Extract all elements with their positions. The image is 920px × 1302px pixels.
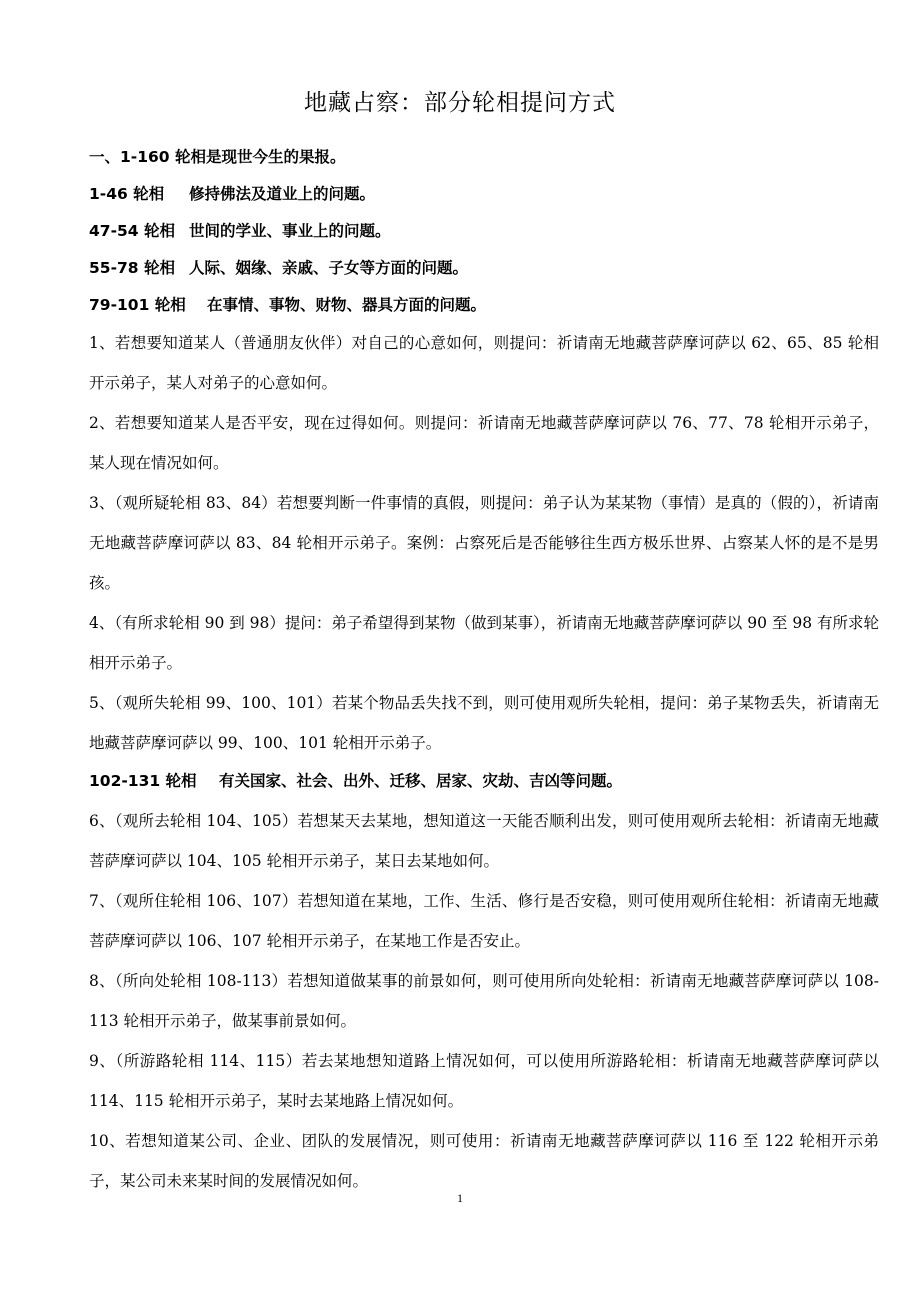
wheel-range-code: 79-101 轮相 <box>89 296 186 314</box>
paragraph-item: 5、（观所失轮相 99、100、101）若某个物品丢失找不到，则可使用观所失轮相，提问：弟子某物丢失，祈请南无地藏菩萨摩诃萨以 99、100、101 轮相开示弟子。 <box>89 694 879 752</box>
wheel-range-desc: 在事情、事物、财物、器具方面的问题。 <box>207 296 487 314</box>
paragraph-item: 8、（所向处轮相 108-113）若想知道做某事的前景如何，则可使用所向处轮相：祈请南无地藏菩萨摩诃萨以 108-113 轮相开示弟子，做某事前景如何。 <box>89 972 879 1030</box>
paragraph-item: 2、若想要知道某人是否平安，现在过得如何。则提问：祈请南无地藏菩萨摩诃萨以 76、77、78 轮相开示弟子，某人现在情况如何。 <box>89 414 879 472</box>
wheel-range-desc: 人际、姻缘、亲戚、子女等方面的问题。 <box>189 259 469 277</box>
page-number: 1 <box>457 1191 463 1205</box>
paragraph-item: 10、若想知道某公司、企业、团队的发展情况，则可使用：祈请南无地藏菩萨摩诃萨以 116 至 122 轮相开示弟子，某公司未来某时间的发展情况如何。 <box>89 1132 879 1190</box>
wheel-range-desc: 世间的学业、事业上的问题。 <box>189 222 391 240</box>
wheel-range-desc: 修持佛法及道业上的问题。 <box>189 185 376 203</box>
paragraph-item: 3、（观所疑轮相 83、84）若想要判断一件事情的真假，则提问：弟子认为某某物（事情）是真的（假的），祈请南无地藏菩萨摩诃萨以 83、84 轮相开示弟子。案例：占察死后是否能够往生西方极乐世界、占察某人怀的是不是男孩。 <box>89 494 879 592</box>
wheel-range-code: 55-78 轮相 <box>89 259 175 277</box>
heading-text: 一、1-160 轮相是现世今生的果报。 <box>89 148 346 166</box>
document-body <box>89 145 879 1201</box>
wheel-range-code: 102-131 轮相 <box>89 772 197 790</box>
wheel-range-heading <box>89 182 879 206</box>
wheel-range-code: 1-46 轮相 <box>89 185 165 203</box>
wheel-range-heading <box>89 219 879 243</box>
paragraph-item: 6、（观所去轮相 104、105）若想某天去某地，想知道这一天能否顺利出发，则可使用观所去轮相：祈请南无地藏菩萨摩诃萨以 104、105 轮相开示弟子，某日去某地如何。 <box>89 812 879 870</box>
wheel-range-heading <box>89 256 879 280</box>
paragraph-item: 7、（观所住轮相 106、107）若想知道在某地，工作、生活、修行是否安稳，则可使用观所住轮相：祈请南无地藏菩萨摩诃萨以 106、107 轮相开示弟子，在某地工作是否安止。 <box>89 892 879 950</box>
wheel-range-desc: 有关国家、社会、出外、迁移、居家、灾劫、吉凶等问题。 <box>219 772 623 790</box>
paragraph-item: 4、（有所求轮相 90 到 98）提问：弟子希望得到某物（做到某事），祈请南无地藏菩萨摩诃萨以 90 至 98 有所求轮相开示弟子。 <box>89 614 879 672</box>
wheel-range-heading <box>89 769 879 793</box>
page-title: 地藏占察：部分轮相提问方式 <box>304 90 616 116</box>
wheel-range-code: 47-54 轮相 <box>89 222 175 240</box>
paragraph-item: 9、（所游路轮相 114、115）若去某地想知道路上情况如何，可以使用所游路轮相：析请南无地藏菩萨摩诃萨以 114、115 轮相开示弟子，某时去某地路上情况如何。 <box>89 1052 879 1110</box>
paragraph-item: 1、若想要知道某人（普通朋友伙伴）对自己的心意如何，则提问：祈请南无地藏菩萨摩诃萨以 62、65、85 轮相开示弟子，某人对弟子的心意如何。 <box>89 334 879 392</box>
wheel-range-heading <box>89 293 879 317</box>
section-heading <box>89 145 879 169</box>
